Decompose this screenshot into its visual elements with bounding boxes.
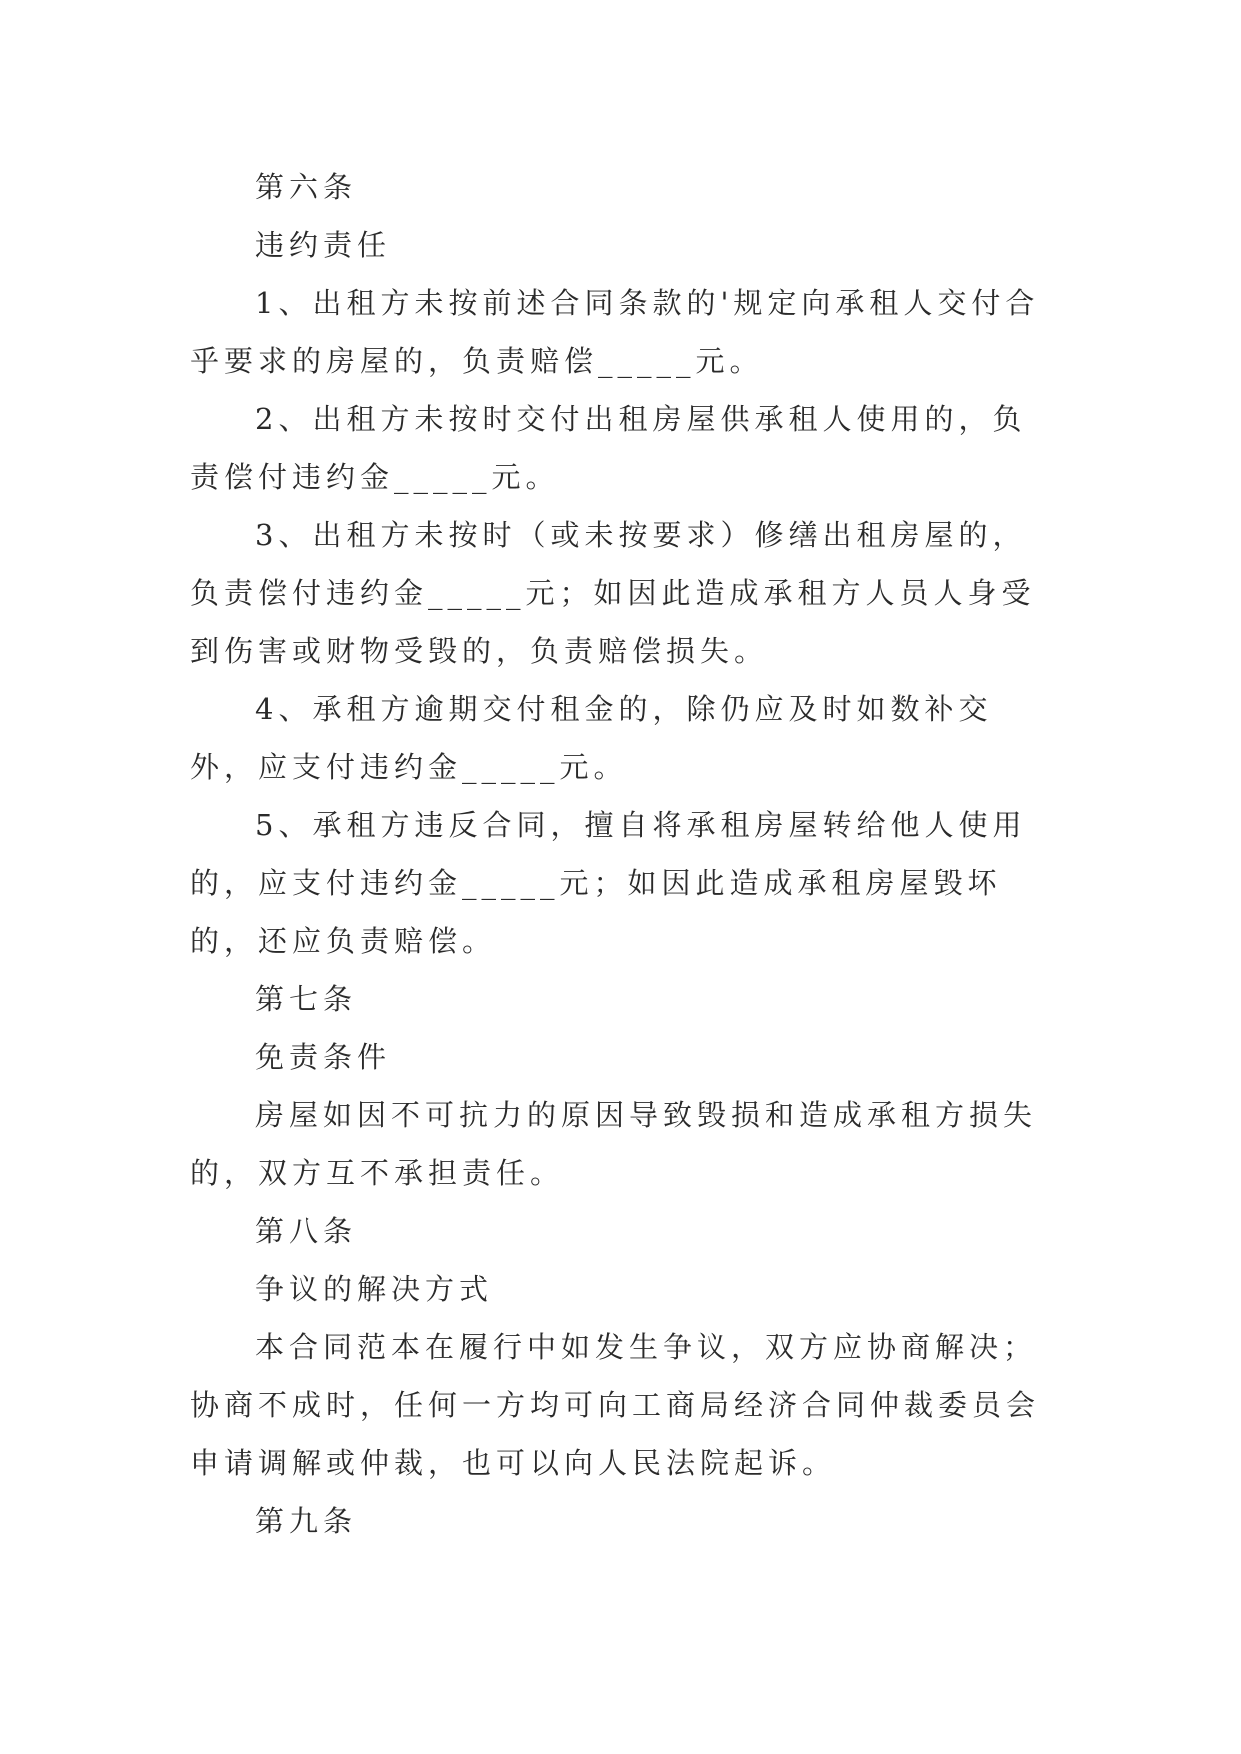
article-8-heading: 第八条	[255, 1214, 358, 1248]
article-6-title: 违约责任	[255, 228, 392, 262]
clause-8-body: 本合同范本在履行中如发生争议，双方应协商解决；协商不成时，任何一方均可向工商局经济合同仲裁委员会申请调解或仲裁，也可以向人民法院起诉。	[190, 1330, 1041, 1480]
clause-7-body: 房屋如因不可抗力的原因导致毁损和造成承租方损失的，双方互不承担责任。	[190, 1098, 1038, 1190]
article-9-heading: 第九条	[255, 1504, 358, 1538]
article-7-title: 免责条件	[255, 1040, 392, 1074]
document-body	[190, 158, 1050, 1550]
clause-6-4: 4、承租方逾期交付租金的，除仍应及时如数补交外，应支付违约金_____元。	[190, 692, 993, 784]
clause-6-2: 2、出租方未按时交付出租房屋供承租人使用的，负责偿付违约金_____元。	[190, 402, 1027, 494]
article-6-heading: 第六条	[255, 170, 358, 204]
clause-6-5: 5、承租方违反合同，擅自将承租房屋转给他人使用的，应支付违约金_____元；如因此造成承租房屋毁坏的，还应负责赔偿。	[190, 808, 1027, 958]
clause-6-3: 3、出租方未按时（或未按要求）修缮出租房屋的，负责偿付违约金_____元；如因此造成承租方人员人身受到伤害或财物受毁的，负责赔偿损失。	[190, 518, 1036, 668]
article-8-title: 争议的解决方式	[255, 1272, 494, 1306]
clause-6-1: 1、出租方未按前述合同条款的'规定向承租人交付合乎要求的房屋的，负责赔偿_____元。	[190, 286, 1040, 378]
article-7-heading: 第七条	[255, 982, 358, 1016]
